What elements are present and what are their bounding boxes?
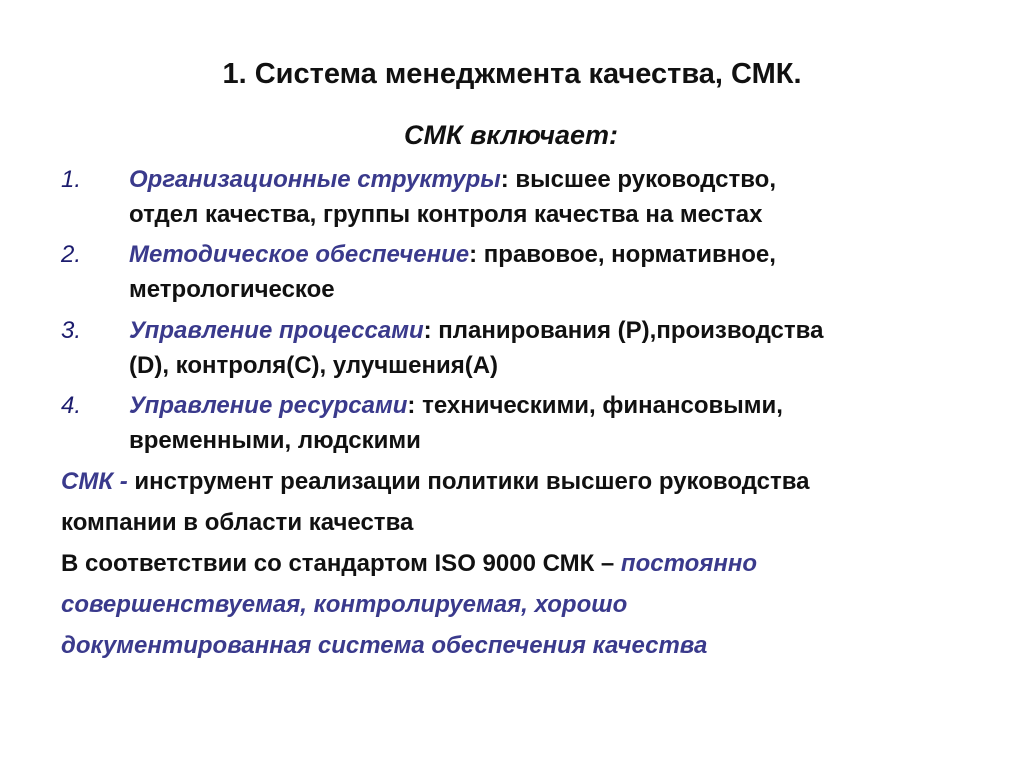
definition-line <box>61 461 1001 502</box>
definition-rest: инструмент реализации политики высшего руководства <box>127 468 810 495</box>
iso-line2: совершенствуемая, контролируемая, хорошо <box>61 591 628 618</box>
iso-accent: постоянно <box>620 550 758 577</box>
slide-subtitle: СМК включает: <box>404 120 618 150</box>
list-item-sep: : <box>500 166 516 193</box>
iso-line3: документированная система обеспечения качества <box>61 632 708 659</box>
list-item-number: 2. <box>61 241 82 268</box>
list-item-text <box>129 313 989 383</box>
list-item-term: Управление процессами <box>129 317 424 344</box>
list-item-rest: планирования (P),производства <box>438 317 824 344</box>
list-item-line2: отдел качества, группы контроля качества на местах <box>129 201 763 228</box>
list-item-text <box>129 237 989 307</box>
list-item-rest: высшее руководство, <box>515 166 776 193</box>
list-item-line <box>129 388 989 423</box>
list-item-term: Методическое обеспечение <box>129 241 470 268</box>
list-item-line2: временными, людскими <box>129 427 421 454</box>
list-item-line2: (D), контроля(C), улучшения(A) <box>129 352 499 379</box>
list-item-term: Организационные структуры <box>129 166 501 193</box>
list-item-sep: : <box>423 317 439 344</box>
list-item-sep: : <box>469 241 484 268</box>
list-item-text <box>129 162 989 232</box>
list-item-line <box>129 162 989 197</box>
definition-line2: компании в области качества <box>61 509 414 536</box>
iso-paragraph <box>61 543 1001 666</box>
list-item-number: 3. <box>61 317 82 344</box>
slide-title: 1. Система менеджмента качества, СМК. <box>222 58 802 90</box>
list-item-number: 4. <box>61 392 82 419</box>
iso-plain: В соответствии со стандартом ISO 9000 СМК – <box>61 550 621 577</box>
definition-term: СМК - <box>61 468 128 495</box>
list-item-text <box>129 388 989 458</box>
list-item-line <box>129 237 989 272</box>
list-item-line2: метрологическое <box>129 276 335 303</box>
list-item-sep: : <box>407 392 423 419</box>
list-item-rest: техническими, финансовыми, <box>422 392 783 419</box>
list-item-line <box>129 313 989 348</box>
list-item-rest: правовое, нормативное, <box>483 241 776 268</box>
iso-line <box>61 543 1001 584</box>
list-item-number: 1. <box>61 166 82 193</box>
definition-paragraph <box>61 461 1001 543</box>
list-item-term: Управление ресурсами <box>129 392 408 419</box>
